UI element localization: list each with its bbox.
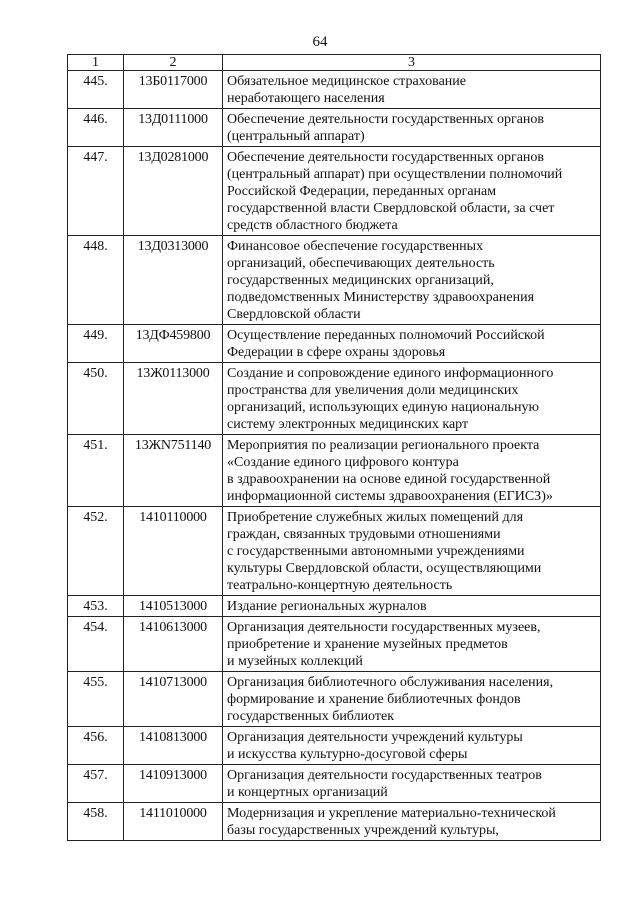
table-row [68, 363, 601, 435]
description-line: Организация деятельности государственных театров [227, 768, 542, 783]
row-number: 447. [68, 147, 124, 236]
description-line: Организация деятельности учреждений культуры [227, 730, 523, 745]
description-line: Приобретение служебных жилых помещений для [227, 510, 524, 525]
table-row [68, 325, 601, 363]
description-line: (центральный аппарат) при осуществлении полномочий [227, 167, 563, 182]
description-line: пространства для увеличения доли медицинских [227, 383, 519, 398]
description-line: Мероприятия по реализации регионального проекта [227, 438, 540, 453]
expense-description [223, 435, 601, 507]
expense-code: 13Д0111000 [124, 109, 223, 147]
description-line: организаций, обеспечивающих деятельность [227, 256, 495, 271]
description-line: и музейных коллекций [227, 654, 363, 669]
expense-description [223, 147, 601, 236]
expense-code: 1410110000 [124, 507, 223, 596]
expense-description [223, 71, 601, 109]
row-number: 458. [68, 803, 124, 841]
row-number: 453. [68, 596, 124, 617]
expense-description [223, 672, 601, 727]
expense-code: 1410713000 [124, 672, 223, 727]
column-header-2: 2 [124, 55, 223, 71]
expense-description [223, 596, 601, 617]
table-body [68, 71, 601, 841]
description-line: государственной власти Свердловской области, за счет [227, 201, 555, 216]
expense-code: 13ЖN751140 [124, 435, 223, 507]
expense-description [223, 363, 601, 435]
row-number: 448. [68, 236, 124, 325]
expense-code: 1410813000 [124, 727, 223, 765]
description-line: граждан, связанных трудовыми отношениями [227, 527, 501, 542]
expense-code: 13Ж0113000 [124, 363, 223, 435]
description-line: средств областного бюджета [227, 218, 398, 233]
table-row [68, 727, 601, 765]
row-number: 455. [68, 672, 124, 727]
row-number: 456. [68, 727, 124, 765]
row-number: 454. [68, 617, 124, 672]
expense-code: 13Д0313000 [124, 236, 223, 325]
description-line: Создание и сопровождение единого информационного [227, 366, 554, 381]
description-line: Организация деятельности государственных музеев, [227, 620, 541, 635]
description-line: подведомственных Министерству здравоохранения [227, 290, 535, 305]
description-line: культуры Свердловской области, осуществляющими [227, 561, 542, 576]
description-line: Обеспечение деятельности государственных органов [227, 150, 545, 165]
expense-code: 13Б0117000 [124, 71, 223, 109]
description-line: базы государственных учреждений культуры, [227, 823, 499, 838]
expense-description [223, 765, 601, 803]
table-row [68, 71, 601, 109]
expense-code: 1410513000 [124, 596, 223, 617]
row-number: 446. [68, 109, 124, 147]
expense-description [223, 325, 601, 363]
column-header-3: 3 [223, 55, 601, 71]
description-line: приобретение и хранение музейных предметов [227, 637, 508, 652]
table-row [68, 147, 601, 236]
description-line: организаций, использующих единую национальную [227, 400, 539, 415]
description-line: Федерации в сфере охраны здоровья [227, 345, 446, 360]
description-line: «Создание единого цифрового контура [227, 455, 459, 470]
table-row [68, 672, 601, 727]
expense-description [223, 236, 601, 325]
description-line: с государственными автономными учреждениями [227, 544, 525, 559]
description-line: Финансовое обеспечение государственных [227, 239, 484, 254]
expense-description [223, 109, 601, 147]
expense-code: 1410613000 [124, 617, 223, 672]
description-line: Издание региональных журналов [227, 599, 427, 614]
description-line: государственных медицинских организаций, [227, 273, 494, 288]
page-number: 64 [312, 34, 328, 50]
row-number: 445. [68, 71, 124, 109]
description-line: неработающего населения [227, 91, 385, 106]
expense-code: 1410913000 [124, 765, 223, 803]
table-row [68, 617, 601, 672]
description-line: государственных библиотек [227, 709, 395, 724]
description-line: систему электронных медицинских карт [227, 417, 469, 432]
expense-description [223, 803, 601, 841]
description-line: (центральный аппарат) [227, 129, 365, 144]
expense-description [223, 617, 601, 672]
column-header-1: 1 [68, 55, 124, 71]
table-row [68, 507, 601, 596]
description-line: Свердловской области [227, 307, 361, 322]
row-number: 450. [68, 363, 124, 435]
description-line: и концертных организаций [227, 785, 388, 800]
table-row [68, 236, 601, 325]
description-line: Обязательное медицинское страхование [227, 74, 466, 89]
description-line: в здравоохранении на основе единой государственной [227, 472, 551, 487]
expense-description [223, 507, 601, 596]
row-number: 449. [68, 325, 124, 363]
table-header-row [68, 55, 601, 71]
description-line: Осуществление переданных полномочий Российской [227, 328, 545, 343]
table-row [68, 435, 601, 507]
description-line: формирование и хранение библиотечных фондов [227, 692, 521, 707]
table-row [68, 765, 601, 803]
description-line: театрально-концертную деятельность [227, 578, 453, 593]
row-number: 452. [68, 507, 124, 596]
description-line: Обеспечение деятельности государственных органов [227, 112, 545, 127]
expense-code: 13Д0281000 [124, 147, 223, 236]
description-line: Модернизация и укрепление материально-технической [227, 806, 556, 821]
description-line: Российской Федерации, переданных органам [227, 184, 497, 199]
expense-code: 13ДФ459800 [124, 325, 223, 363]
row-number: 451. [68, 435, 124, 507]
table-row [68, 596, 601, 617]
expense-description [223, 727, 601, 765]
table-row [68, 109, 601, 147]
row-number: 457. [68, 765, 124, 803]
description-line: и искусства культурно-досуговой сферы [227, 747, 468, 762]
document-table [67, 54, 601, 841]
expense-code: 1411010000 [124, 803, 223, 841]
description-line: информационной системы здравоохранения (ЕГИСЗ)» [227, 489, 553, 504]
description-line: Организация библиотечного обслуживания населения, [227, 675, 554, 690]
table-row [68, 803, 601, 841]
